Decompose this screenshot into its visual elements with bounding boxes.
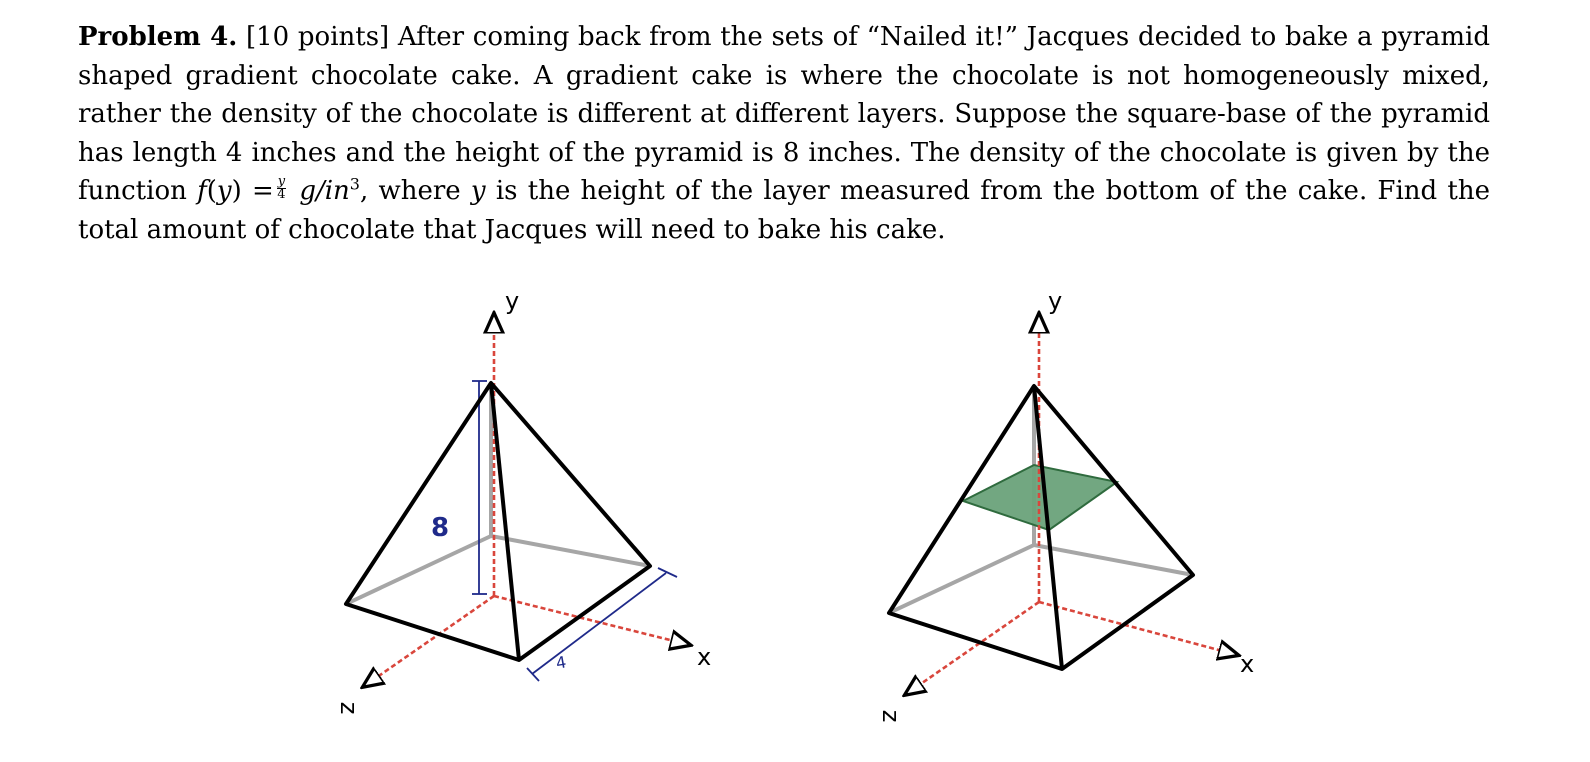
problem-points: [10 points] — [246, 22, 390, 52]
problem-statement: Problem 4. [10 points] After coming back from the sets of “Nailed it!” Jacques decided to bake a pyramid shaped gradient chocolate cake. A gradient cake is where the chocolate is not homogeneously mixed, rather the density of the chocolate is different at different layers. Suppose the square-base of the pyramid has length 4 inches and the height of the pyramid is 8 inches. The density of the chocolate is given by the function f(y) = $\frac{y}{4}$ $g/in^3$, where y is the height of the layer measured from the bottom of the cake. Find the total amount of chocolate that Jacques will need to bake his cake. — [78, 22, 1491, 245]
problem-heading: Problem 4. — [78, 22, 238, 52]
left-pyramid-figure — [335, 287, 711, 714]
left-x-axis — [494, 596, 682, 643]
right-y-label: y — [1048, 287, 1063, 315]
func-var: y — [216, 176, 232, 206]
fraction-numerator: y — [277, 173, 286, 189]
problem-text-3: is the height of the layer measured from the bottom of the cake. Find the total amount of chocolate that Jacques will need to bake his cake. — [78, 176, 1490, 245]
left-side-label: 4 — [554, 652, 568, 673]
left-z-label: z — [335, 701, 363, 715]
problem-text-2: , where — [359, 176, 471, 206]
problem-text-1: After coming back from the sets of “Nailed it!” Jacques decided to bake a pyramid shaped gradient chocolate cake. A gradient cake is where the chocolate is not homogeneously mixed, rather the density of the chocolate is different at different layers. Suppose the square-base of the pyramid has length 4 inches and the height of the pyramid is 8 inches. The density of the chocolate is given by the function — [78, 22, 1491, 206]
height-variable: y — [470, 176, 486, 206]
left-height-dimension — [472, 381, 487, 594]
func-name: f — [197, 176, 207, 206]
units-exponent: 3 — [349, 174, 360, 194]
right-pyramid-figure — [877, 287, 1254, 722]
left-height-label: 8 — [430, 513, 450, 543]
right-x-axis — [1039, 602, 1230, 653]
left-y-label: y — [505, 287, 520, 315]
fraction-denominator: 4 — [277, 186, 286, 202]
density-units: g/in — [299, 176, 350, 206]
left-hidden-edges — [346, 383, 650, 604]
right-x-label: x — [1240, 650, 1255, 678]
left-side-dimension — [527, 568, 677, 681]
left-z-axis — [370, 596, 494, 682]
right-z-axis — [912, 602, 1039, 690]
right-z-label: z — [877, 709, 905, 723]
left-x-label: x — [697, 643, 712, 671]
func-equals: ) = — [231, 176, 274, 206]
